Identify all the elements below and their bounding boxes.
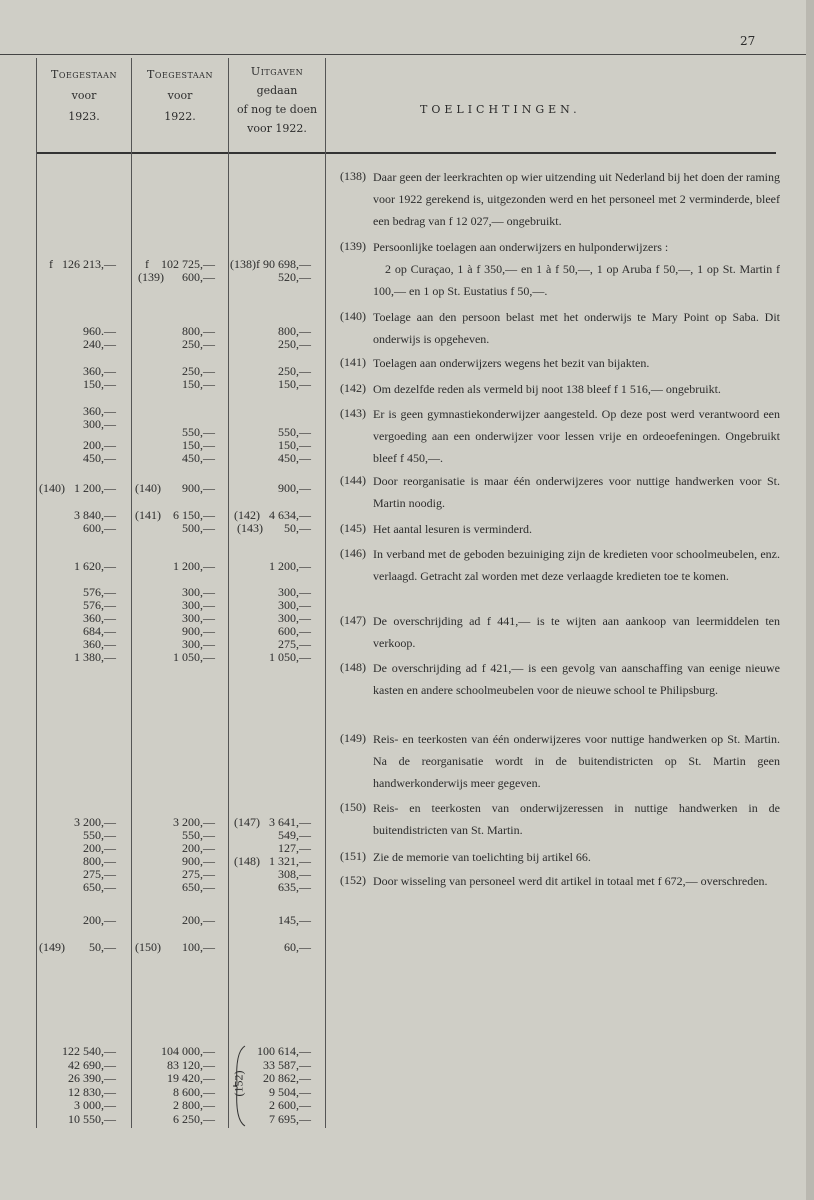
note-text: De overschrijding ad f 421,— is een gevolg van aanschaffing van eenige nieuwe kasten en andere schoolmeubelen voor de nieuwe school te Philipsburg.	[373, 661, 780, 697]
note	[340, 610, 780, 654]
amount-cell-c2: 450,—	[182, 451, 215, 465]
amount-cell-c2: 200,—	[182, 841, 215, 855]
note-number: (143)	[340, 406, 366, 420]
total-cell-c3: 20 862,—	[263, 1071, 311, 1085]
note-number: (141)	[340, 355, 366, 369]
note	[340, 518, 780, 540]
total-cell-c1: 26 390,—	[68, 1071, 116, 1085]
note-text: In verband met de geboden bezuiniging zijn de kredieten voor schoolmeubelen, enz. verlaagd. Getracht zal worden met deze verlaagde kredieten toe te komen.	[373, 547, 780, 583]
amount-cell-c3: 900,—	[278, 481, 311, 495]
page-edge	[806, 0, 814, 1200]
amount-cell-c1: 576,—	[83, 598, 116, 612]
note-text: Er is geen gymnastiekonderwijzer aangesteld. Op deze post werd verantwoord een vergoeding aan een onderwijzer voor lessen vrije en ordeoefeningen. Ongebruikt bleef f 450,—.	[373, 407, 780, 465]
amount-cell-c3: 145,—	[278, 913, 311, 927]
amount-cell-c2: 300,—	[182, 585, 215, 599]
amount-cell-c1: 200,—	[83, 913, 116, 927]
note-number: (139)	[340, 239, 366, 253]
amount-cell-c2: 275,—	[182, 867, 215, 881]
header-col3-line2: gedaan	[256, 84, 298, 97]
total-cell-c1: 3 000,—	[74, 1098, 116, 1112]
amount-cell-c3: (142) 4 634,—	[234, 508, 311, 522]
amount-cell-c1: 600,—	[83, 521, 116, 535]
amount-cell-c3: 300,—	[278, 611, 311, 625]
note	[340, 352, 780, 374]
note	[340, 543, 780, 587]
amount-cell-c3: 60,—	[284, 940, 311, 954]
note-text: Reis- en teerkosten van onderwijzeressen in nuttige handwerken in de buitendistricten van St. Martin.	[373, 801, 780, 837]
amount-cell-c3: 127,—	[278, 841, 311, 855]
amount-cell-c1: 1 620,—	[74, 559, 116, 573]
header-col3-line3: of nog te doen	[236, 103, 318, 116]
amount-cell-c3: 300,—	[278, 585, 311, 599]
total-cell-c1: 122 540,—	[62, 1044, 116, 1058]
amount-cell-c3: (148) 1 321,—	[234, 854, 311, 868]
amount-cell-c1: (140) 1 200,—	[39, 481, 116, 495]
amount-cell-c3: 635,—	[278, 880, 311, 894]
total-cell-c2: 19 420,—	[167, 1071, 215, 1085]
amount-cell-c3: 549,—	[278, 828, 311, 842]
header-toelichtingen: TOELICHTINGEN.	[420, 103, 581, 116]
note-text: Reis- en teerkosten van één onderwijzeres voor nuttige handwerken op St. Martin. Na de reorganisatie wordt in de buitendistricten op St. Martin geen handwerkonderwijs meer gegeven.	[373, 732, 780, 790]
note-text: Toelage aan den persoon belast met het onderwijs te Mary Point op Saba. Dit onderwijs is opgeheven.	[373, 310, 780, 346]
note-text: Het aantal lesuren is verminderd.	[373, 522, 532, 536]
note-number: (149)	[340, 731, 366, 745]
note-number: (140)	[340, 309, 366, 323]
total-cell-c1: 42 690,—	[68, 1057, 116, 1072]
note	[340, 797, 780, 841]
note-number: (150)	[340, 800, 366, 814]
amount-cell-c2: 550,—	[182, 425, 215, 439]
col-rule-1	[131, 58, 132, 1128]
amount-cell-c2: f 102 725,—	[145, 257, 215, 271]
brace-label: (152)	[231, 1070, 246, 1097]
total-cell-c2: 104 000,—	[161, 1044, 215, 1058]
note-text: Persoonlijke toelagen aan onderwijzers en hulponderwijzers :	[373, 240, 669, 254]
amount-cell-c1: 3 840,—	[74, 508, 116, 522]
total-cell-c3: 9 504,—	[269, 1084, 311, 1099]
amount-cell-c2: 150,—	[182, 377, 215, 391]
amount-cell-c3: 1 200,—	[269, 559, 311, 573]
amount-cell-c2: 1 050,—	[173, 650, 215, 664]
amount-cell-c3: 150,—	[278, 377, 311, 391]
note	[340, 166, 780, 232]
header-col3-line4: voor 1922.	[247, 122, 307, 135]
amount-cell-c2: 300,—	[182, 598, 215, 612]
note	[340, 470, 780, 514]
amount-cell-c1: 200,—	[83, 438, 116, 452]
amount-cell-c1: 275,—	[83, 867, 116, 881]
top-rule	[0, 54, 806, 55]
note-number: (147)	[340, 613, 366, 627]
note-text: Om dezelfde reden als vermeld bij noot 138 bleef f 1 516,— ongebruikt.	[373, 382, 721, 396]
amount-cell-c1: 550,—	[83, 828, 116, 842]
amount-cell-c2: 900,—	[182, 854, 215, 868]
header-col1-line2: voor	[71, 89, 97, 102]
amount-cell-c3: 520,—	[278, 270, 311, 284]
amount-cell-c3: 300,—	[278, 598, 311, 612]
total-cell-c3: 100 614,—	[257, 1044, 311, 1058]
note	[340, 846, 780, 868]
amount-cell-c3: (138)f 90 698,—	[230, 257, 311, 271]
note-number: (146)	[340, 546, 366, 560]
amount-cell-c2: 300,—	[182, 611, 215, 625]
amount-cell-c2: 550,—	[182, 828, 215, 842]
amount-cell-c3: 250,—	[278, 337, 311, 351]
note-number: (144)	[340, 473, 366, 487]
note-text: Daar geen der leerkrachten op wier uitzending uit Nederland bij het doen der raming voor 1922 gerekend is, uitgezonden werd en het personeel met 2 verminderde, bleef een bedrag van f 12 027,— ongebruikt.	[373, 170, 780, 228]
total-cell-c2: 6 250,—	[173, 1111, 215, 1126]
amount-cell-c2: (140) 900,—	[135, 481, 215, 495]
amount-cell-c2: (150) 100,—	[135, 940, 215, 954]
amount-cell-c3: (147) 3 641,—	[234, 815, 311, 829]
amount-cell-c1: 360,—	[83, 611, 116, 625]
amount-cell-c1: 360,—	[83, 364, 116, 378]
amount-cell-c3: 450,—	[278, 451, 311, 465]
amount-cell-c1: 650,—	[83, 880, 116, 894]
amount-cell-c2: 900,—	[182, 624, 215, 638]
total-cell-c2: 2 800,—	[173, 1098, 215, 1112]
amount-cell-c3: 1 050,—	[269, 650, 311, 664]
total-cell-c3: 7 695,—	[269, 1111, 311, 1126]
amount-cell-c1: 200,—	[83, 841, 116, 855]
header-col2-title: Toegestaan	[147, 68, 213, 81]
amount-cell-c2: 250,—	[182, 364, 215, 378]
amount-cell-c2: 500,—	[182, 521, 215, 535]
total-cell-c3: 33 587,—	[263, 1057, 311, 1072]
col-rule-3	[325, 58, 326, 1128]
amount-cell-c3: (143) 50,—	[237, 521, 311, 535]
amount-cell-c1: 360,—	[83, 637, 116, 651]
header-col1	[37, 64, 131, 127]
amount-cell-c2: 1 200,—	[173, 559, 215, 573]
note-text: Toelagen aan onderwijzers wegens het bezit van bijakten.	[373, 356, 650, 370]
col-rule-left	[36, 58, 37, 1128]
amount-cell-c1: 960.—	[83, 324, 116, 338]
note	[340, 403, 780, 469]
amount-cell-c1: 576,—	[83, 585, 116, 599]
amount-cell-c1: 684,—	[83, 624, 116, 638]
note-text-continued: 2 op Curaçao, 1 à f 350,— en 1 à f 50,—, 1 op Aruba f 50,—, 1 op St. Martin f 100,— en 1 op St. Eustatius f 50,—.	[373, 262, 780, 298]
header-col2-line3: 1922.	[164, 110, 196, 123]
amount-cell-c1: (149) 50,—	[39, 940, 116, 954]
amount-cell-c2: 800,—	[182, 324, 215, 338]
amount-cell-c1: 3 200,—	[74, 815, 116, 829]
note	[340, 378, 780, 400]
amount-cell-c1: 240,—	[83, 337, 116, 351]
header-bottom-rule	[36, 152, 776, 154]
note	[340, 728, 780, 794]
amount-cell-c1: f 126 213,—	[49, 257, 116, 271]
total-cell-c2: 8 600,—	[173, 1084, 215, 1099]
note	[340, 657, 780, 701]
total-cell-c3: 2 600,—	[269, 1098, 311, 1112]
note-number: (151)	[340, 849, 366, 863]
amount-cell-c1: 300,—	[83, 417, 116, 431]
note	[340, 306, 780, 350]
amount-cell-c3: 308,—	[278, 867, 311, 881]
amount-cell-c1: 150,—	[83, 377, 116, 391]
amount-cell-c3: 250,—	[278, 364, 311, 378]
amount-cell-c2: 200,—	[182, 913, 215, 927]
amount-cell-c3: 150,—	[278, 438, 311, 452]
total-cell-c2: 83 120,—	[167, 1057, 215, 1072]
amount-cell-c1: 360,—	[83, 404, 116, 418]
col-rule-2	[228, 58, 229, 1128]
amount-cell-c3: 275,—	[278, 637, 311, 651]
amount-cell-c2: 3 200,—	[173, 815, 215, 829]
header-col2	[132, 64, 228, 127]
amount-cell-c2: (141) 6 150,—	[135, 508, 215, 522]
amount-cell-c2: 250,—	[182, 337, 215, 351]
header-col1-line3: 1923.	[68, 110, 100, 123]
amount-cell-c2: (139) 600,—	[138, 270, 215, 284]
note-text: De overschrijding ad f 441,— is te wijten aan aankoop van leermiddelen ten verkoop.	[373, 614, 780, 650]
page-number: 27	[740, 34, 756, 48]
amount-cell-c2: 300,—	[182, 637, 215, 651]
amount-cell-c1: 1 380,—	[74, 650, 116, 664]
amount-cell-c1: 800,—	[83, 854, 116, 868]
total-cell-c1: 10 550,—	[68, 1111, 116, 1126]
note-text: Zie de memorie van toelichting bij artikel 66.	[373, 850, 591, 864]
amount-cell-c3: 550,—	[278, 425, 311, 439]
note-number: (152)	[340, 873, 366, 887]
amount-cell-c2: 650,—	[182, 880, 215, 894]
note-number: (138)	[340, 169, 366, 183]
header-col2-line2: voor	[167, 89, 193, 102]
note-number: (142)	[340, 381, 366, 395]
amount-cell-c1: 450,—	[83, 451, 116, 465]
amount-cell-c2: 150,—	[182, 438, 215, 452]
note	[340, 870, 780, 892]
header-col1-title: Toegestaan	[51, 68, 117, 81]
header-col3-title: Uitgaven	[250, 65, 304, 78]
note-text: Door reorganisatie is maar één onderwijzeres voor nuttige handwerken voor St. Martin noodig.	[373, 474, 780, 510]
note-number: (148)	[340, 660, 366, 674]
amount-cell-c3: 800,—	[278, 324, 311, 338]
total-cell-c1: 12 830,—	[68, 1084, 116, 1099]
note-number: (145)	[340, 521, 366, 535]
header-col3	[229, 62, 325, 138]
note	[340, 236, 780, 302]
note-text: Door wisseling van personeel werd dit artikel in totaal met f 672,— overschreden.	[373, 874, 768, 888]
amount-cell-c3: 600,—	[278, 624, 311, 638]
